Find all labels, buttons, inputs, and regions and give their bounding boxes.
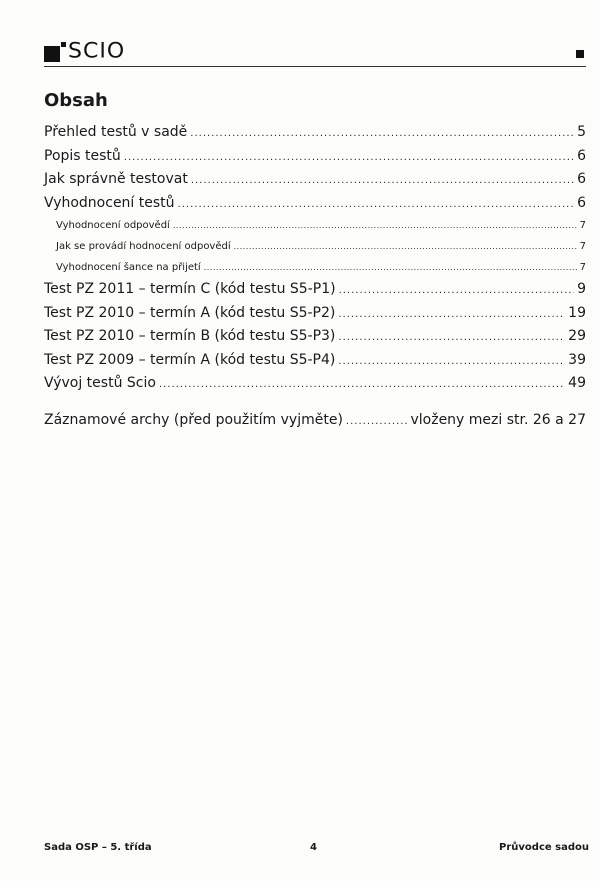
toc-entry-page: 49 [568,375,586,391]
toc-entry-page: 29 [568,328,586,344]
toc-entry-page: 6 [577,171,586,187]
footer-page-number: 4 [310,842,317,853]
toc-entry-page: 39 [568,351,586,368]
dot-leader [338,350,565,374]
dot-leader [234,236,577,257]
toc-entry [44,302,586,326]
dot-leader [204,257,577,278]
dot-leader [338,303,565,327]
toc-entry [44,145,586,169]
footer-left: Sada OSP – 5. třída [44,842,152,853]
dot-leader [173,215,577,236]
toc-title: Obsah [44,90,108,111]
page-footer [44,842,589,858]
toc-entry-page: 6 [577,194,586,211]
toc-entry [44,349,586,373]
toc-entry [44,121,586,145]
scio-logo-icon [44,42,65,62]
toc-entry-page: 19 [568,304,586,321]
logo-text: SCIO [68,39,126,64]
toc-entry [44,372,586,396]
toc-subentry [44,257,586,278]
scio-logo [44,38,125,62]
toc-subentry [44,236,586,257]
toc-entry-page: 9 [577,281,586,297]
dot-leader [124,146,574,170]
dot-leader [346,410,408,434]
table-of-contents [44,121,586,432]
toc-entry-label: Popis testů [44,147,121,164]
dot-leader [191,169,574,193]
toc-entry-label: Jak správně testovat [44,171,188,187]
toc-entry-label: Test PZ 2011 – termín C (kód testu S5-P1) [44,281,336,297]
dot-leader [338,326,565,350]
toc-entry-label: Test PZ 2010 – termín B (kód testu S5-P3) [44,328,336,344]
toc-entry-label: Vyhodnocení šance na přijetí [56,262,201,273]
toc-entry-page: 7 [579,220,586,231]
toc-entry [44,192,586,216]
page-header [44,36,586,67]
toc-entry-label: Záznamové archy (před použitím vyjměte) [44,411,343,428]
dot-leader [190,122,574,146]
header-square-icon [576,50,584,58]
dot-leader [178,193,575,217]
toc-entry-label: Vyhodnocení testů [44,194,175,211]
toc-entry [44,409,586,433]
toc-entry-label: Vývoj testů Scio [44,375,156,391]
toc-entry-page: 7 [579,241,586,252]
toc-entry-label: Test PZ 2009 – termín A (kód testu S5-P4) [44,351,336,368]
toc-entry-page: 5 [577,124,586,140]
toc-entry [44,278,586,302]
toc-entry-label: Vyhodnocení odpovědí [56,220,170,231]
toc-entry [44,168,586,192]
dot-leader [159,373,565,397]
toc-entry-label: Přehled testů v sadě [44,124,188,140]
footer-right: Průvodce sadou [499,842,589,853]
toc-subentry [44,215,586,236]
toc-entry-page: vloženy mezi str. 26 a 27 [410,411,586,428]
toc-entry-label: Jak se provádí hodnocení odpovědí [56,241,231,252]
toc-entry-page: 6 [577,147,586,164]
toc-entry-label: Test PZ 2010 – termín A (kód testu S5-P2) [44,304,336,321]
toc-entry-page: 7 [579,262,586,273]
dot-leader [339,279,575,303]
toc-entry [44,325,586,349]
